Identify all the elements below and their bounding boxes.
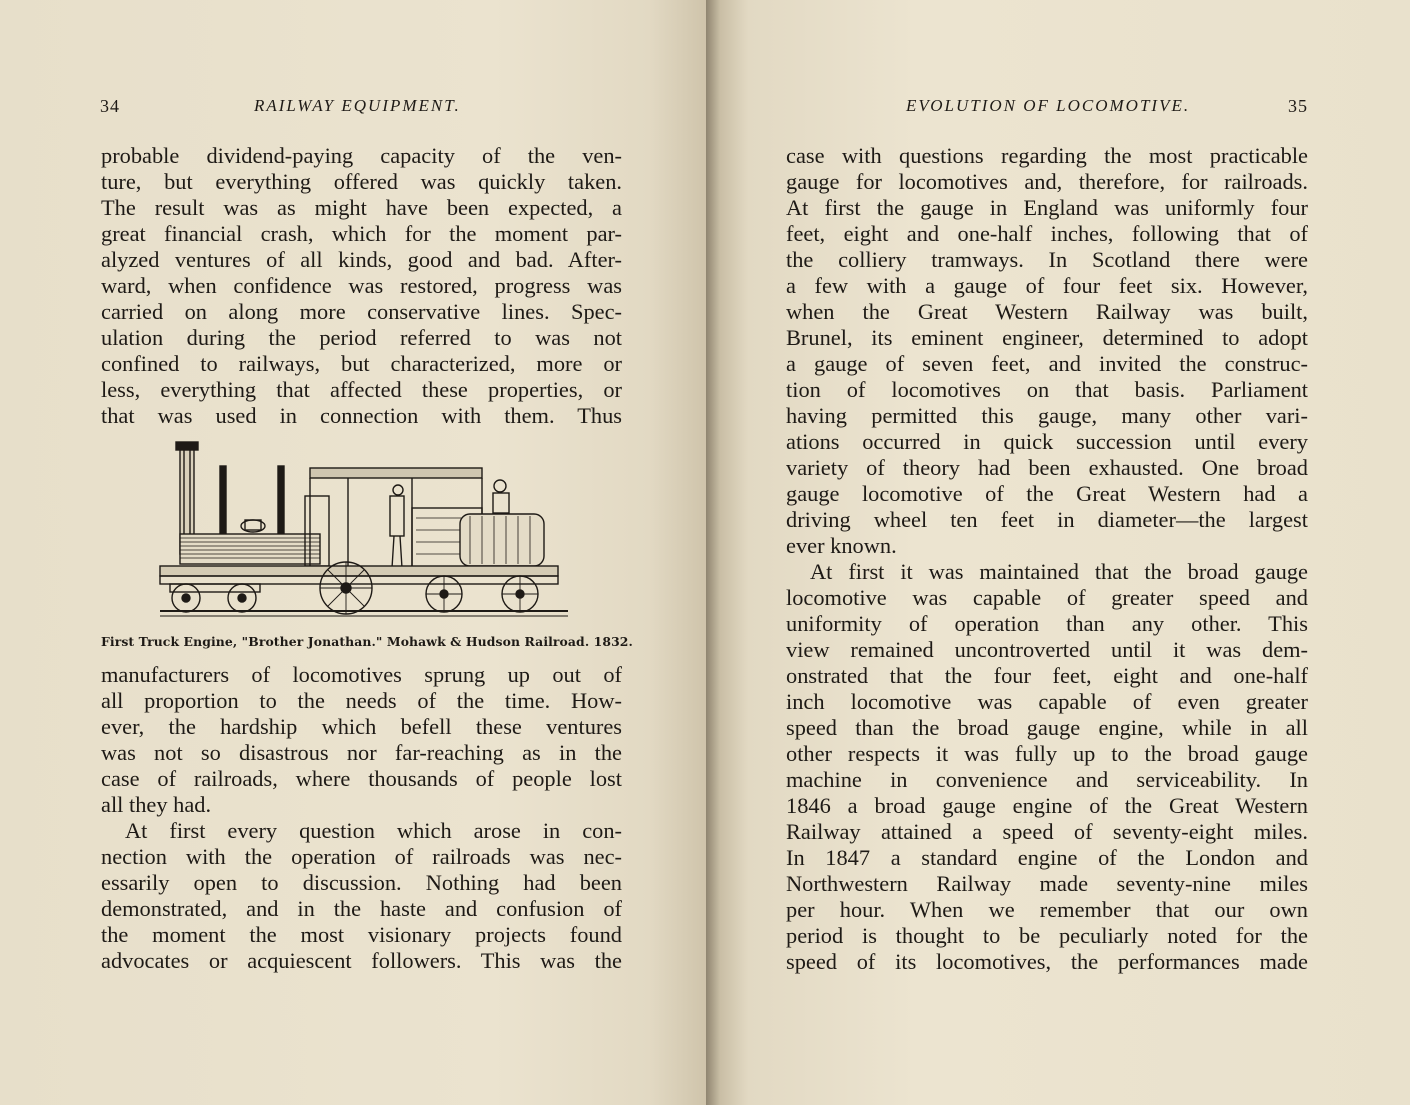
locomotive-illustration [150,438,570,628]
text-line: speed than the broad gauge engine, while in all [786,715,1308,740]
left-bottom-paragraphs [101,662,622,974]
text-line: great financial crash, which for the moment par- [101,221,622,246]
text-line: At first the gauge in England was uniformly four [786,195,1308,220]
left-page-header [100,96,622,124]
text-line: At first it was maintained that the broad gauge [810,559,1308,584]
locomotive-engraving [150,438,570,628]
right-page [706,0,1410,1105]
text-line: The result was as might have been expected, a [101,195,622,220]
text-line: In 1847 a standard engine of the London and [786,845,1308,870]
right-paragraphs [786,143,1308,975]
text-line: probable dividend-paying capacity of the ven- [101,143,622,168]
figure-caption: First Truck Engine, "Brother Jonathan." Mohawk & Hudson Railroad. 1832. [101,634,633,649]
text-line: view remained uncontroverted until it was dem- [786,637,1308,662]
text-line: when the Great Western Railway was built, [786,299,1308,324]
right-page-header [906,96,1308,124]
text-line: locomotive was capable of greater speed and [786,585,1308,610]
page-number-right: 35 [1288,96,1308,116]
text-line: Railway attained a speed of seventy-eight miles. [786,819,1308,844]
text-line: the moment the most visionary projects found [101,922,622,947]
running-head-left: RAILWAY EQUIPMENT. [254,96,461,115]
text-line: nection with the operation of railroads was nec- [101,844,622,869]
text-line: per hour. When we remember that our own [786,897,1308,922]
text-line: ward, when confidence was restored, progress was [101,273,622,298]
text-line: demonstrated, and in the haste and confusion of [101,896,622,921]
text-line: case with questions regarding the most practicable [786,143,1308,168]
text-line: all proportion to the needs of the time. How- [101,688,622,713]
left-top-paragraph [101,143,622,429]
text-line: ture, but everything offered was quickly taken. [101,169,622,194]
text-line: 1846 a broad gauge engine of the Great Western [786,793,1308,818]
text-line: case of railroads, where thousands of people lost [101,766,622,791]
text-line: speed of its locomotives, the performances made [786,949,1308,974]
text-line: less, everything that affected these properties, or [101,377,622,402]
text-line: At first every question which arose in con- [125,818,622,843]
text-line: driving wheel ten feet in diameter—the largest [786,507,1308,532]
text-line: onstrated that the four feet, eight and one-half [786,663,1308,688]
running-head-right: EVOLUTION OF LOCOMOTIVE. [906,96,1191,115]
text-line: advocates or acquiescent followers. This was the [101,948,622,973]
text-line: carried on along more conservative lines. Spec- [101,299,622,324]
text-line: ulation during the period referred to was not [101,325,622,350]
text-line: ever, the hardship which befell these ventures [101,714,622,739]
text-line: uniformity of operation than any other. This [786,611,1308,636]
text-line: alyzed ventures of all kinds, good and bad. After- [101,247,622,272]
text-line: confined to railways, but characterized, more or [101,351,622,376]
text-line: feet, eight and one-half inches, following that of [786,221,1308,246]
text-line: tion of locomotives on that basis. Parliament [786,377,1308,402]
text-line: having permitted this gauge, many other vari- [786,403,1308,428]
page-number-left: 34 [100,96,120,116]
text-line: the colliery tramways. In Scotland there were [786,247,1308,272]
text-line: ever known. [786,533,897,558]
text-line: Brunel, its eminent engineer, determined to adopt [786,325,1308,350]
text-line: other respects it was fully up to the broad gauge [786,741,1308,766]
text-line: that was used in connection with them. Thus [101,403,622,428]
text-line: essarily open to discussion. Nothing had been [101,870,622,895]
text-line: variety of theory had been exhausted. One broad [786,455,1308,480]
text-line: Northwestern Railway made seventy-nine miles [786,871,1308,896]
text-line: machine in convenience and serviceability. In [786,767,1308,792]
text-line: a gauge of seven feet, and invited the construc- [786,351,1308,376]
text-line: ations occurred in quick succession until every [786,429,1308,454]
text-line: a few with a gauge of four feet six. However, [786,273,1308,298]
text-line: was not so disastrous nor far-reaching as in the [101,740,622,765]
text-line: inch locomotive was capable of even greater [786,689,1308,714]
text-line: gauge for locomotives and, therefore, for railroads. [786,169,1308,194]
text-line: manufacturers of locomotives sprung up out of [101,662,622,687]
text-line: all they had. [101,792,212,817]
text-line: period is thought to be peculiarly noted for the [786,923,1308,948]
text-line: gauge locomotive of the Great Western had a [786,481,1308,506]
